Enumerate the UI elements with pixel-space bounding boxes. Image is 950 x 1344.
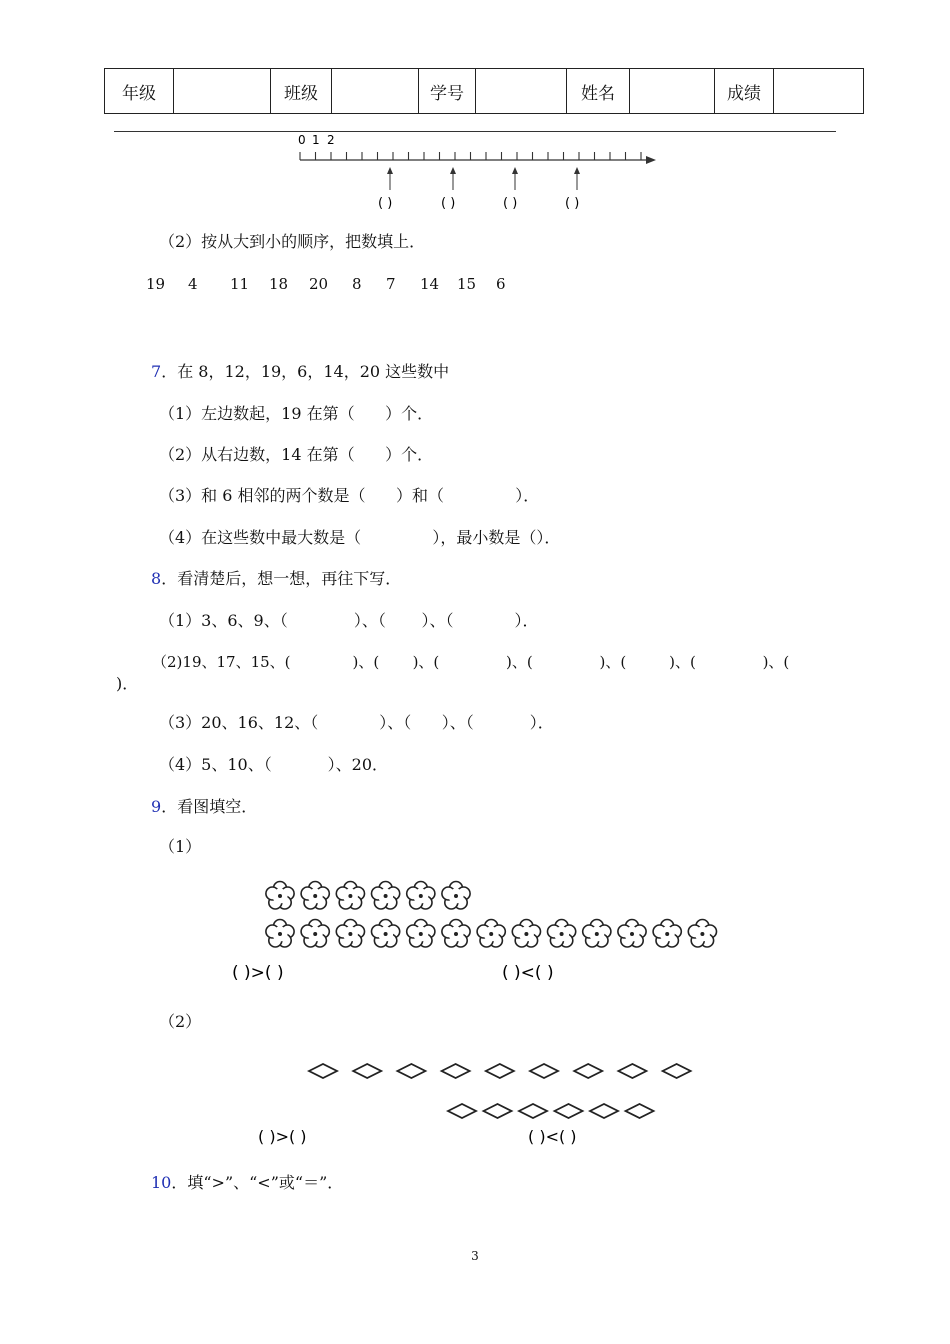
tick-label-2: 2 [327,133,335,147]
flower-figure [232,872,722,988]
arrow-4 [574,167,580,190]
flower-icon [336,882,364,910]
q6-number: 6 [496,275,506,293]
q6-number: 4 [188,275,198,293]
tick-label-0: 0 [298,133,306,147]
flower-icon [372,920,400,948]
flower-icon [653,920,681,948]
q7-number: 7 [151,362,162,381]
q9-part2-label: （2） [159,1012,202,1031]
class-label: 班级 [271,69,332,114]
q10-number: 10 [151,1173,172,1192]
q6-number: 11 [230,275,250,293]
q8-part2-line2: )． [116,674,139,693]
q8-part1: （1）3、6、9、（ ）、（ ）、（ ）． [159,611,539,630]
q9-heading [151,796,257,818]
diamond-compare-greater[interactable]: ( )>( ) [258,1127,307,1146]
q10-stem: ．填“>”、“<”或“＝”． [171,1173,344,1192]
q6-number: 18 [269,275,289,293]
student-id-label: 学号 [419,69,476,114]
flower-icon [301,882,329,910]
q8-part4: （4）5、10、（ ）、20． [159,755,389,774]
diamond-icon [555,1104,583,1118]
grade-field[interactable] [174,69,271,114]
q8-heading [151,568,401,590]
q6-number: 7 [386,275,396,293]
arrow-2 [450,167,456,190]
q7-part4: （4）在这些数中最大数是（ ），最小数是（）． [159,528,561,547]
q6-number: 8 [352,275,362,293]
page-number: 3 [471,1249,479,1263]
q8-part2-line1: （2)19、17、15、( )、( )、( )、( )、( )、( )、( [152,653,790,671]
name-field[interactable] [630,69,715,114]
flower-icon [477,920,505,948]
diamond-icon [574,1064,602,1078]
flower-compare-greater[interactable]: ( )>( ) [232,963,284,983]
diamond-icon [353,1064,381,1078]
q8-number: 8 [151,569,162,588]
diamond-compare-less[interactable]: ( )<( ) [528,1127,577,1146]
q7-stem: ．在 8，12，19，6，14，20 这些数中 [161,362,450,381]
diamond-icon [309,1064,337,1078]
q6-number: 15 [457,275,477,293]
q9-part1-label: （1） [159,837,202,856]
flower-row-bottom [266,920,717,948]
diamond-icon [442,1064,470,1078]
score-field[interactable] [774,69,864,114]
flower-icon [512,920,540,948]
diamond-icon [519,1104,547,1118]
score-label: 成绩 [715,69,774,114]
flower-icon [266,882,294,910]
q6-part2-text: （2）按从大到小的顺序，把数填上． [159,232,426,251]
grade-label: 年级 [105,69,174,114]
flower-icon [548,920,576,948]
student-info-row [105,69,864,114]
q7-part1: （1）左边数起，19 在第（ ）个． [159,404,434,423]
flower-icon [266,920,294,948]
diamond-icon [484,1104,512,1118]
diamond-icon [626,1104,654,1118]
diamond-figure [250,1054,710,1150]
blank-3[interactable]: ( ) [503,196,518,211]
flower-icon [688,920,716,948]
q8-stem: ．看清楚后，想一想，再往下写． [161,569,402,588]
flower-icon [372,882,400,910]
number-line-arrowhead [646,156,656,164]
diamond-icon [590,1104,618,1118]
q7-heading [151,361,449,383]
class-field[interactable] [332,69,419,114]
q9-stem: ．看图填空． [161,797,258,816]
flower-row-top [266,882,470,910]
number-line-ticks [300,152,641,160]
diamond-row-bottom [448,1104,654,1118]
q9-number: 9 [151,797,162,816]
tick-label-1: 1 [312,133,320,147]
q7-part2: （2）从右边数，14 在第（ ）个． [159,445,434,464]
diamond-row-top [309,1064,691,1078]
q10-heading [151,1172,343,1194]
flower-icon [407,920,435,948]
arrow-1 [387,167,393,190]
diamond-icon [663,1064,691,1078]
student-info-table [104,68,864,114]
arrow-3 [512,167,518,190]
diamond-icon [448,1104,476,1118]
q6-number: 14 [420,275,440,293]
flower-icon [618,920,646,948]
student-id-field[interactable] [476,69,567,114]
flower-icon [301,920,329,948]
blank-4[interactable]: ( ) [565,196,580,211]
q7-part3: （3）和 6 相邻的两个数是（ ）和（ ）． [159,486,540,505]
q6-number: 20 [309,275,329,293]
flower-compare-less[interactable]: ( )<( ) [502,963,554,983]
blank-2[interactable]: ( ) [441,196,456,211]
flower-icon [442,882,470,910]
diamond-icon [397,1064,425,1078]
number-line-figure [290,132,670,214]
q6-number: 19 [146,275,166,293]
blank-1[interactable]: ( ) [378,196,393,211]
diamond-icon [618,1064,646,1078]
flower-icon [442,920,470,948]
flower-icon [336,920,364,948]
name-label: 姓名 [567,69,630,114]
diamond-icon [530,1064,558,1078]
flower-icon [407,882,435,910]
q8-part3: （3）20、16、12、（ ）、（ ）、（ ）． [159,713,554,732]
diamond-icon [486,1064,514,1078]
flower-icon [583,920,611,948]
